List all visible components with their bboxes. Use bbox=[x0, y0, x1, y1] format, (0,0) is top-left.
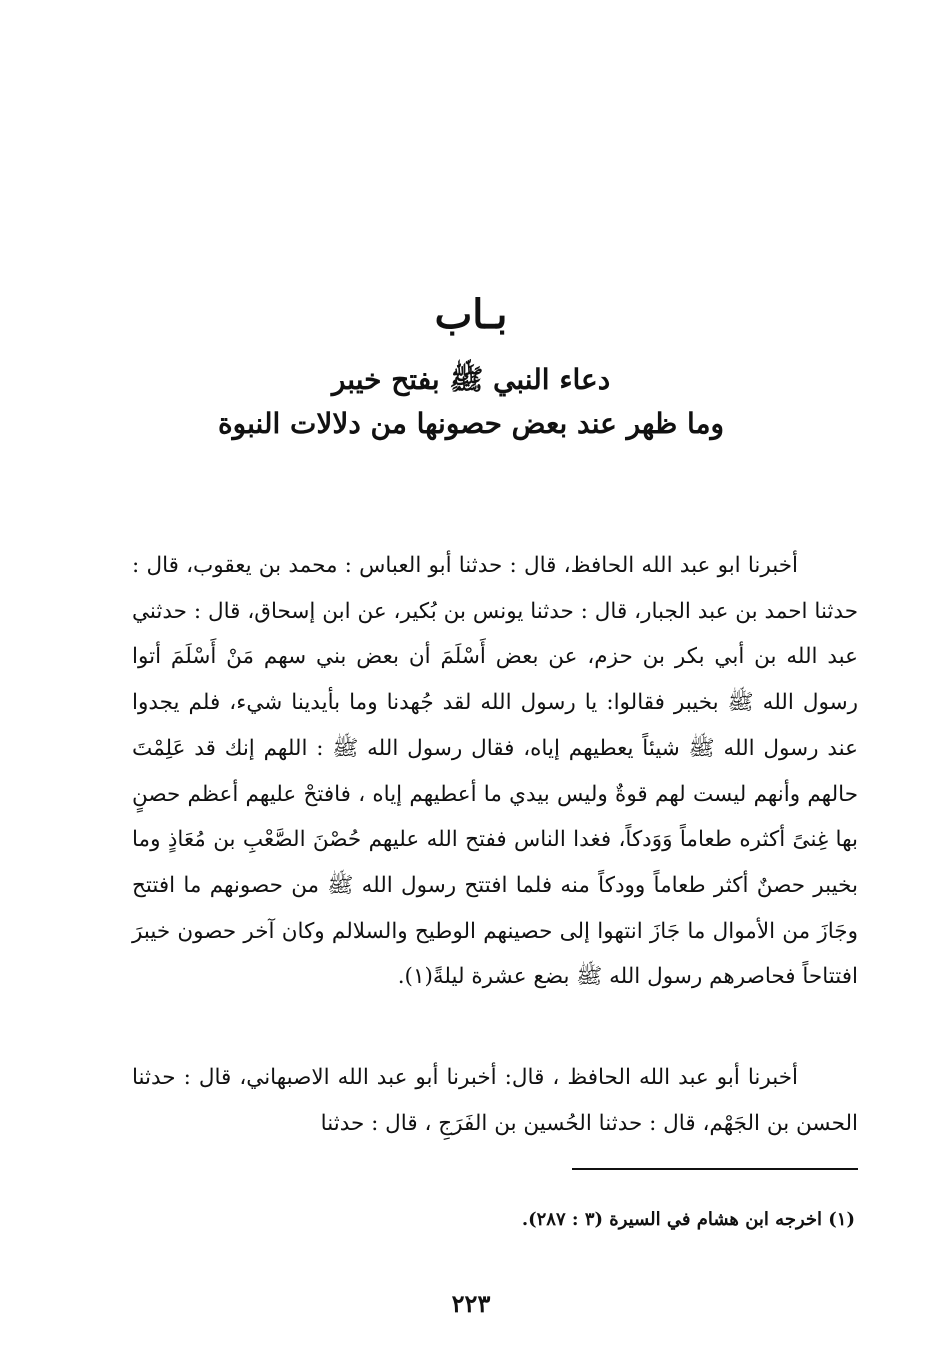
chapter-subtitle-line-2: وما ظهر عند بعض حصونها من دلالات النبوة bbox=[217, 407, 725, 440]
footnote: (١) اخرجه ابن هشام في السيرة (٣ : ٢٨٧). bbox=[521, 1209, 855, 1230]
paragraph-2-text: أخبرنا أبو عبد الله الحافظ ، قال: أخبرنا أبو عبد الله الاصبهاني، قال : حدثنا الحسن بن الجَهْم، قال : حدثنا الحُسين بن الفَرَجِ ، قال : حدثنا bbox=[132, 1065, 858, 1136]
body-paragraph-1 bbox=[132, 543, 858, 1000]
body-paragraph-2 bbox=[132, 1055, 858, 1146]
footnote-divider bbox=[572, 1168, 858, 1170]
page-number: ٢٢٣ bbox=[451, 1289, 491, 1318]
paragraph-1-text: أخبرنا ابو عبد الله الحافظ، قال : حدثنا أبو العباس : محمد بن يعقوب، قال : حدثنا احمد بن عبد الجبار، قال : حدثنا يونس بن بُكير، عن ابن إسحاق، قال : حدثني عبد الله بن أبي بكر بن حزم، عن بعض أَسْلَمَ أن بعض بني سهم مَنْ أَسْلَمَ أتوا رسول الله ﷺ بخيبر فقالوا: يا رسول الله لقد جُهدنا وما بأيدينا شيء، فلم يجدوا عند رسول الله ﷺ شيئاً يعطيهم إياه، فقال رسول الله ﷺ : اللهم إنك قد عَلِمْتَ حالهم وأنهم ليست لهم قوةٌ وليس بيدي ما أعطيهم إياه ، فافتحْ عليهم أعظم حصنٍ بها غِنىً أكثره طعاماً وَوَدكاً، فغدا الناس ففتح الله عليهم حُصْنَ الصَّعْبِ بن مُعَاذٍ وما بخيبر حصنٌ أكثر طعاماً وودكاً منه فلما افتتح رسول الله ﷺ من حصونهم ما افتتح وجَازَ من الأموال ما جَازَ انتهوا إلى حصينهم الوطيح والسلالم وكان آخر حصون خيبرَ افتتاحاً فحاصرهم رسول الله ﷺ بضع عشرة ليلةً(١). bbox=[132, 553, 858, 990]
chapter-subtitle-line-1: دعاء النبي ﷺ بفتح خيبر bbox=[331, 363, 611, 396]
chapter-heading: بـاب bbox=[434, 291, 508, 338]
